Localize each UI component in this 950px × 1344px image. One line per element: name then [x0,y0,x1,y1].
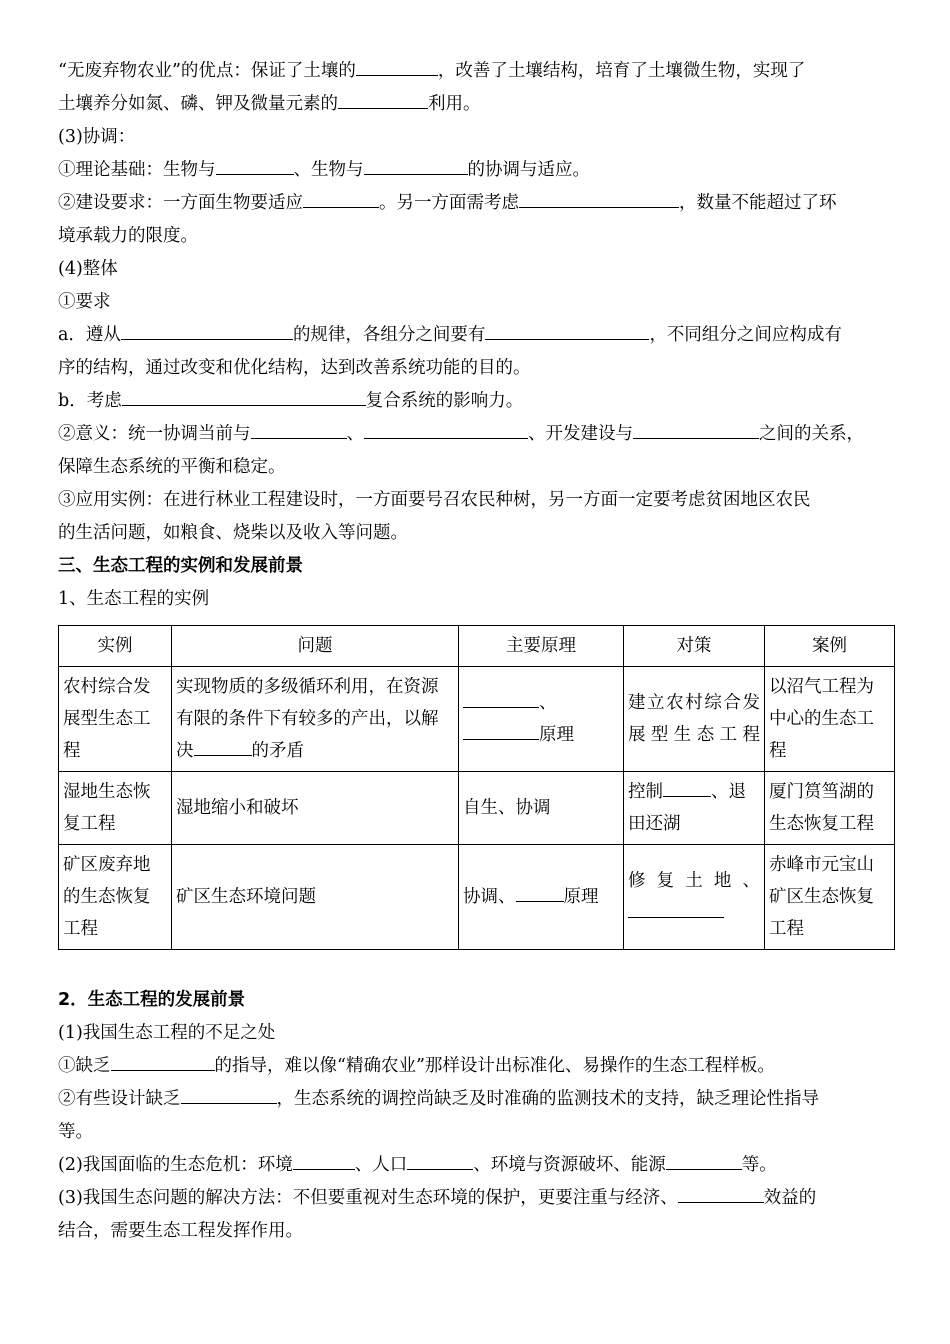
whole-req-heading: ①要求 [58,292,111,312]
whole-example [58,484,894,517]
cell-case: 以沼气工程为中心的生态工程 [765,667,895,772]
text: a．遵从 [58,325,121,345]
text: (2)我国面临的生态危机：环境 [58,1155,293,1175]
text: 、环境与资源破坏、能源 [473,1155,666,1175]
text: 控制 [628,782,663,802]
upper-content [58,55,894,616]
table-row [59,667,895,772]
section-3-title: 三、生态工程的实例和发展前景 [58,556,303,576]
solution-line-cont: 结合，需要生态工程发挥作用。 [58,1221,303,1241]
coord-requirement-cont: 境承载力的限度。 [58,226,198,246]
text: ①缺乏 [58,1056,111,1076]
section-2-title: 2．生态工程的发展前景 [58,990,246,1010]
coord-heading: (3)协调： [58,127,136,147]
text: ，生态系统的调控尚缺乏及时准确的监测技术的支持，缺乏理论性指导 [276,1089,819,1109]
fill-blank[interactable] [356,55,438,76]
text: “无废弃物农业”的优点：保证了土壤的 [58,61,356,81]
cell-problem: 湿地缩小和破坏 [172,772,459,845]
text: ，改善了土壤结构，培育了土壤微生物，实现了 [437,61,806,81]
text: (3)我国生态问题的解决方法：不但要重视对生态环境的保护，更要注重与经济、 [58,1188,678,1208]
text: 利用。 [428,94,481,114]
cell-principle [459,667,624,772]
fill-blank[interactable] [181,1083,277,1104]
fill-blank[interactable] [293,1149,355,1170]
text: 实现物质的多级循环利用，在资源有限的条件下有较多的产出，以解决 [176,677,439,761]
whole-example-cont: 的生活问题，如粮食、烧柴以及收入等问题。 [58,523,408,543]
text: 、 [346,424,364,444]
text: 、退田还湖 [628,782,746,834]
fill-blank[interactable] [364,418,528,439]
fill-blank[interactable] [663,776,711,797]
whole-req-b [58,385,894,418]
fill-blank[interactable] [194,735,252,756]
table-row [59,845,895,950]
cell-example: 湿地生态恢复工程 [59,772,172,845]
text: ②建设要求：一方面生物要适应 [58,193,303,213]
fill-blank[interactable] [628,897,724,918]
waste-free-line-1 [58,55,894,88]
whole-meaning-cont: 保障生态系统的平衡和稳定。 [58,457,286,477]
text: 、生物与 [293,160,364,180]
col-header: 案例 [765,626,895,667]
text: 土壤养分如氮、磷、钾及微量元素的 [58,94,338,114]
section-3-subtitle: 1、生态工程的实例 [58,589,210,609]
text: b．考虑 [58,391,122,411]
fill-blank[interactable] [666,1149,742,1170]
text: 修复土地、 [628,871,760,891]
text: 、人口 [354,1155,408,1175]
shortcomings-heading: (1)我国生态工程的不足之处 [58,1023,276,1043]
fill-blank[interactable] [485,319,649,340]
fill-blank[interactable] [407,1149,473,1170]
cell-measure [624,845,765,950]
examples-table [58,625,895,950]
text: 协调、 [463,887,516,907]
fill-blank[interactable] [251,418,347,439]
cell-problem [172,667,459,772]
fill-blank[interactable] [303,187,379,208]
cell-measure: 建立农村综合发展型生态工程 [624,667,765,772]
waste-free-line-2 [58,88,894,121]
fill-blank[interactable] [121,319,293,340]
text: ②意义：统一协调当前与 [58,424,251,444]
cell-principle [459,845,624,950]
cell-case: 赤峰市元宝山矿区生态恢复工程 [765,845,895,950]
text: ②有些设计缺乏 [58,1089,181,1109]
text: 的指导，难以像“精确农业”那样设计出标准化、易操作的生态工程样板。 [214,1056,775,1076]
text: 的协调与适应。 [467,160,590,180]
whole-req-a [58,319,894,352]
coord-requirement [58,187,894,220]
whole-meaning [58,418,894,451]
text: 。另一方面需考虑 [379,193,519,213]
text: ③应用实例：在进行林业工程建设时，一方面要号召农民种树，另一方面一定要考虑贫困地区农民 [58,490,811,510]
text: 的规律，各组分之间要有 [292,325,486,345]
fill-blank[interactable] [633,418,759,439]
fill-blank[interactable] [338,88,428,109]
cell-case: 厦门筼筜湖的生态恢复工程 [765,772,895,845]
fill-blank[interactable] [216,154,294,175]
col-header: 实例 [59,626,172,667]
fill-blank[interactable] [122,385,366,406]
solution-line [58,1182,894,1215]
text: 、 [539,693,557,713]
text: 复合系统的影响力。 [365,391,524,411]
whole-heading: (4)整体 [58,259,118,279]
cell-example: 矿区废弃地的生态恢复工程 [59,845,172,950]
fill-blank[interactable] [516,881,564,902]
fill-blank[interactable] [519,187,679,208]
cell-measure [624,772,765,845]
col-header: 主要原理 [459,626,624,667]
shortcoming-1 [58,1050,894,1083]
whole-req-a-cont: 序的结构，通过改变和优化结构，达到改善系统功能的目的。 [58,358,531,378]
crisis-line [58,1149,894,1182]
fill-blank[interactable] [463,719,539,740]
cell-example: 农村综合发展型生态工程 [59,667,172,772]
text: ，数量不能超过了环 [679,193,837,213]
text: 原理 [563,887,599,907]
text: 等。 [741,1155,777,1175]
table-header-row [59,626,895,667]
fill-blank[interactable] [111,1050,215,1071]
text: 、开发建设与 [528,424,633,444]
col-header: 对策 [624,626,765,667]
text: ①理论基础：生物与 [58,160,216,180]
fill-blank[interactable] [463,687,539,708]
text: 原理 [539,725,574,745]
cell-problem: 矿区生态环境问题 [172,845,459,950]
table-row [59,772,895,845]
cell-principle: 自生、协调 [459,772,624,845]
text: 效益的 [763,1188,817,1208]
fill-blank[interactable] [364,154,468,175]
text: 的矛盾 [251,741,304,761]
text: ，不同组分之间应构成有 [649,325,842,345]
lower-content [58,984,894,1248]
shortcoming-2 [58,1083,894,1116]
text: 之间的关系， [759,424,864,444]
col-header: 问题 [172,626,459,667]
fill-blank[interactable] [678,1182,764,1203]
shortcoming-2-cont: 等。 [58,1122,93,1142]
coord-theory [58,154,894,187]
